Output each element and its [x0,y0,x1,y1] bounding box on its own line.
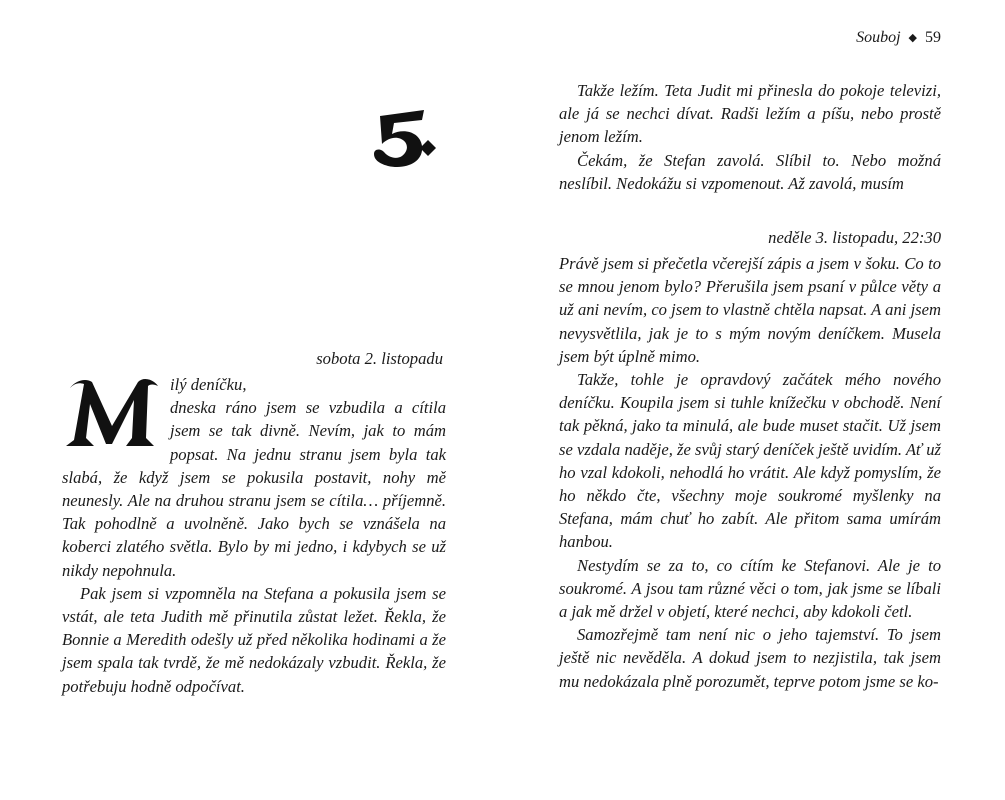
right-body-text-2 [559,252,941,693]
entry-date-2: neděle 3. listopadu, 22:30 [768,228,941,247]
paragraph: Takže, tohle je opravdový začátek mého nového deníčku. Koupila jsem si tuhle knížečku v obchodě. Není tak pěkná, jako ta minulá, ale bude muset stačit. Už jsem se vzdala naděje, že svůj starý deníček ještě uvidím. Ať už ho vzal kdokoli, nehodlá ho vrátit. Ale když pomyslím, že ho někdo čte, všechny moje soukromé myšlenky na Stefana, mám chuť ho zabít. Ale přitom sama umírám hanbou. [559,370,941,552]
right-body-text-1 [559,79,941,195]
paragraph: Právě jsem si přečetla včerejší zápis a jsem v šoku. Co to se mnou jenom bylo? Přerušila jsem psaní v půlce věty a už ani nevím, co jsem to vlastně chtěla napsat. A ani jsem nevysvětlila, jak je to s mým novým deníčkem. Musela jsem být úplně mimo. [559,254,941,366]
left-page [0,0,500,800]
paragraph: ilý deníčku, [170,375,247,394]
paragraph: Samozřejmě tam není nic o jeho tajemství. To jsem ještě nic nevěděla. A dokud jsem to nezjistila, tak jsem mu nedokázala plně porozumět, teprve potom jsme se ko- [559,625,941,691]
paragraph: dneska ráno jsem se vzbudila a cítila jsem se tak divně. Nevím, jak to mám popsat. Na jednu stranu jsem byla tak slabá, že když jsem se pokusila postavit, nohy mě neunesly. Ale na druhou stranu jsem se cítila… příjemně. Tak pohodlně a uvolněně. Jako bych se vznášela na koberci zlatého světla. Bylo by mi jedno, i kdybych se už nikdy nepohnula. [62,398,446,580]
chapter-title: Souboj [856,29,901,46]
paragraph: Takže ležím. Teta Judit mi přinesla do pokoje televizi, ale já se nechci dívat. Radši ležím a píšu, nebo prostě jenom ležím. [559,81,941,147]
svg-text:M: M [60,378,61,379]
svg-text:5.: 5. [366,94,367,95]
running-header [856,29,941,47]
page-number: 59 [925,29,941,46]
paragraph: Nestydím se za to, co cítím ke Stefanovi. Ale je to soukromé. A jsou tam různé věci o tom, jak jsme se líbali a jak mě držel v objetí, které nechci, aby kdokoli četl. [559,555,941,622]
diamond-icon: ◆ [908,32,917,44]
paragraph: Čekám, že Stefan zavolá. Slíbil to. Nebo možná neslíbil. Nedokážu si vzpomenout. Až zavolá, musím [559,150,941,193]
left-body-text [62,373,446,698]
drop-cap [60,378,166,448]
entry-date: sobota 2. listopadu [316,349,443,368]
paragraph: Pak jsem si vzpomněla na Stefana a pokusila jsem se vstát, ale teta Judith mě přinutila zůstat ležet. Řekla, že Bonnie a Meredith odešly už před několika hodinami a že jsem spala tak tvrdě, že mě nedokázaly vzbudit. Řekla, že potřebuju hodně odpočívat. [62,583,446,696]
chapter-number [366,94,446,174]
